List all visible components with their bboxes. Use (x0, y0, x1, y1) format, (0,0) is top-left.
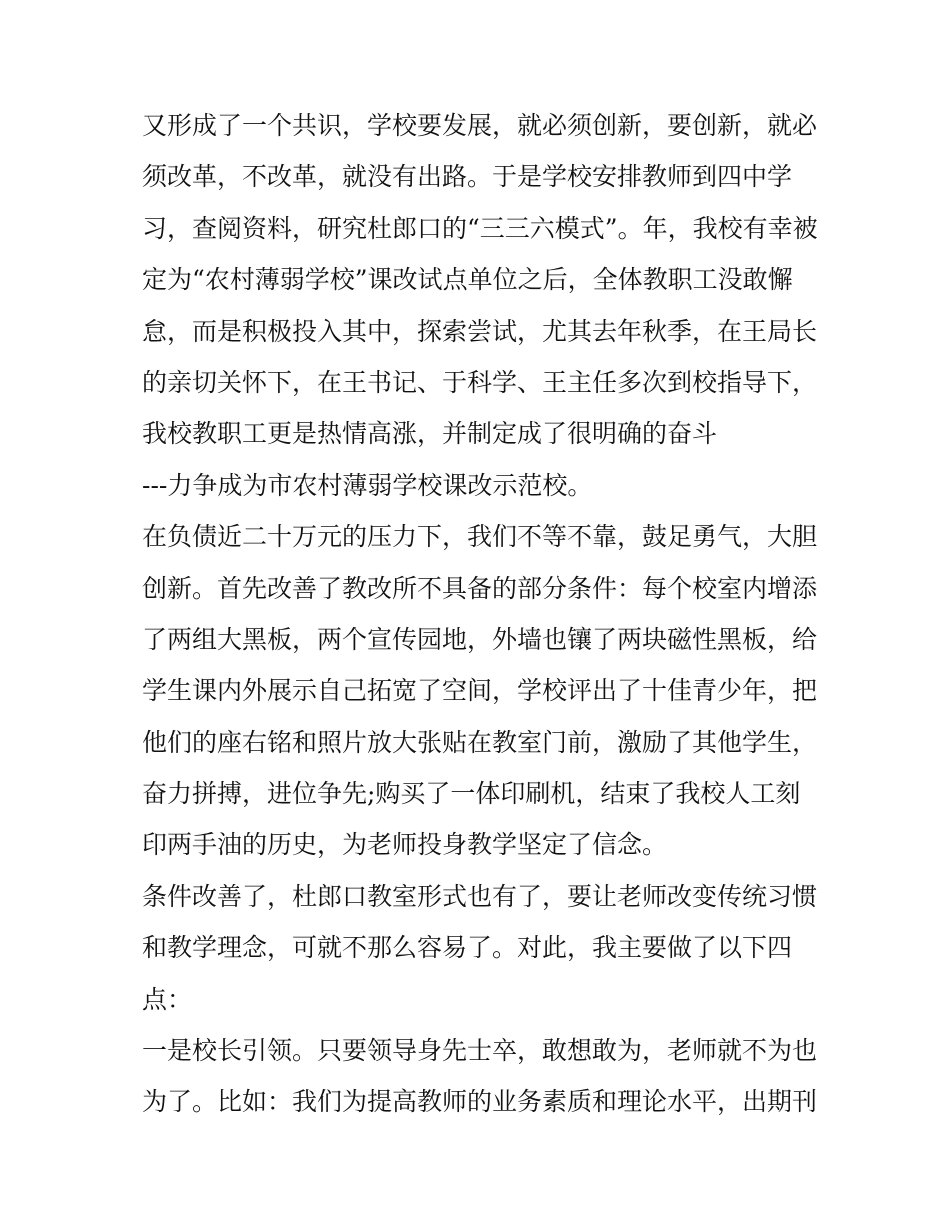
text-line: 和教学理念，可就不那么容易了。对此，我主要做了以下四 (142, 933, 793, 963)
body-text (142, 100, 822, 1128)
text-line: 创新。首先改善了教改所不具备的部分条件：每个校室内增添 (142, 573, 818, 603)
text-line: 一是校长引领。只要领导身先士卒，敢想敢为，老师就不为也 (142, 1036, 818, 1066)
text-line: 又形成了一个共识，学校要发展，就必须创新，要创新，就必 (142, 111, 818, 140)
text-line: 奋力拼搏，进位争先;购买了一体印刷机，结束了我校人工刻 (142, 779, 801, 809)
text-line: 他们的座右铭和照片放大张贴在教室门前，激励了其他学生， (142, 727, 818, 757)
text-line: 怠，而是积极投入其中，探索尝试，尤其去年秋季，在王局长 (142, 316, 818, 346)
text-line: 在负债近二十万元的压力下，我们不等不靠，鼓足勇气，大胆 (142, 522, 818, 552)
text-line: 了两组大黑板，两个宣传园地，外墙也镶了两块磁性黑板，给 (142, 624, 818, 654)
text-line: 的亲切关怀下，在王书记、于科学、王主任多次到校指导下， (142, 367, 818, 397)
text-line: 为了。比如：我们为提高教师的业务素质和理论水平，出期刊 (142, 1087, 818, 1117)
text-line: 学生课内外展示自己拓宽了空间，学校评出了十佳青少年，把 (142, 676, 818, 706)
text-line: 条件改善了，杜郎口教室形式也有了，要让老师改变传统习惯 (142, 881, 818, 911)
text-line: 印两手油的历史，为老师投身教学坚定了信念。 (142, 830, 668, 860)
text-line: 定为“农村薄弱学校”课改试点单位之后，全体教职工没敢懈 (142, 265, 793, 295)
text-line: 须改革，不改革，就没有出路。于是学校安排教师到四中学 (142, 162, 793, 192)
text-line: 点： (142, 984, 193, 1014)
text-line: ---力争成为市农村薄弱学校课改示范校。 (142, 470, 593, 500)
text-line: 我校教职工更是热情高涨，并制定成了很明确的奋斗 (142, 419, 718, 449)
text-line: 习，查阅资料，研究杜郎口的“三三六模式”。年，我校有幸被 (142, 213, 818, 243)
